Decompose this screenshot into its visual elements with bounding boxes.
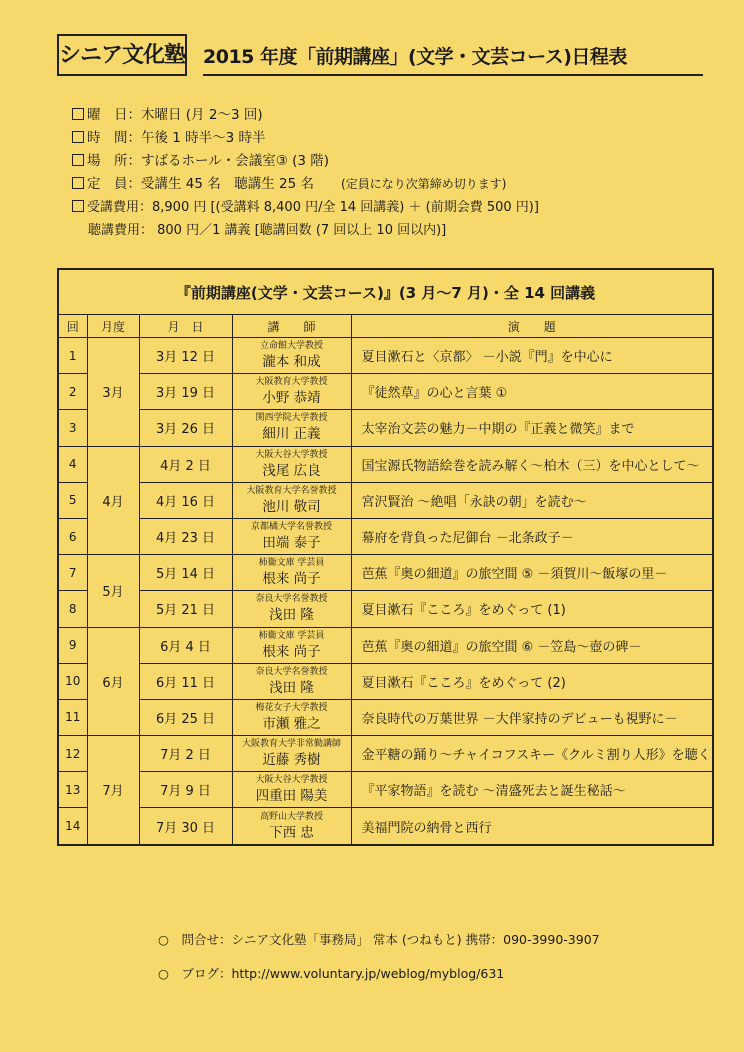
header-lecturer: 講 師: [232, 315, 351, 338]
info-time: 時 間：午後 1 時半～3 時半: [72, 127, 712, 150]
checkbox-icon: [72, 154, 84, 166]
info-list: [72, 104, 712, 242]
table-row: 11 6月 25 日 梅花女子大学教授 市瀬 雅之 奈良時代の万葉世界 －大伴家持のデビューも視野に－: [58, 699, 713, 735]
table-row: 4 4月 4月 2 日 大阪大谷大学教授 浅尾 広良 国宝源氏物語絵巻を読み解く～柏木（三）を中心として～: [58, 446, 713, 482]
checkbox-icon: [72, 177, 84, 189]
table-row: 8 5月 21 日 奈良大学名誉教授 浅田 隆 夏目漱石『こころ』をめぐって (1): [58, 591, 713, 627]
table-row: 7 5月 5月 14 日 柿衞文庫 学芸員 根来 尚子 芭蕉『奥の細道』の旅空間 ⑤ －須賀川～飯塚の里－: [58, 555, 713, 591]
info-fee-auditor: 聴講費用： 800 円／1 講義 [聴講回数 (7 回以上 10 回以内)]: [88, 223, 447, 238]
header-no: 回: [58, 315, 87, 338]
table-row: 12 7月 7月 2 日 大阪教育大学非常勤講師 近藤 秀樹 金平糖の踊り～チャイコフスキー《クルミ割り人形》を聴く: [58, 736, 713, 772]
month-cell: 6月: [87, 627, 139, 736]
header-month: 月度: [87, 315, 139, 338]
footer: [158, 928, 718, 996]
table-row: 9 6月 6月 4 日 柿衞文庫 学芸員 根来 尚子 芭蕉『奥の細道』の旅空間 ⑥ －笠島～壺の碑－: [58, 627, 713, 663]
circle-bullet-icon: ○: [158, 932, 169, 947]
checkbox-icon: [72, 200, 84, 212]
footer-contact: ○ 問合せ：シニア文化塾「事務局」 常本 (つねもと) 携帯：090-3990-3907: [158, 932, 600, 947]
header-topic: 演 題: [351, 315, 713, 338]
header-date: 月 日: [139, 315, 232, 338]
footer-blog: ○ ブログ：http://www.voluntary.jp/weblog/myblog/631: [158, 966, 505, 981]
info-capacity: 定 員：受講生 45 名 聴講生 25 名 (定員になり次第締め切ります): [72, 173, 712, 196]
checkbox-icon: [72, 108, 84, 120]
info-place: 場 所：すばるホール・会議室③ (3 階): [72, 150, 712, 173]
month-cell: 3月: [87, 338, 139, 447]
checkbox-icon: [72, 131, 84, 143]
info-day: 曜 日：木曜日 (月 2～3 回): [72, 104, 712, 127]
table-row: 5 4月 16 日 大阪教育大学名誉教授 池川 敬司 宮沢賢治 ～絶唱「永訣の朝」を読む～: [58, 482, 713, 518]
table-row: 13 7月 9 日 大阪大谷大学教授 四重田 陽美 『平家物語』を読む ～清盛死去と誕生秘話～: [58, 772, 713, 808]
circle-bullet-icon: ○: [158, 966, 169, 981]
logo: シニア文化塾: [57, 34, 187, 76]
table-row: 10 6月 11 日 奈良大学名誉教授 浅田 隆 夏目漱石『こころ』をめぐって (2): [58, 663, 713, 699]
table-row: 6 4月 23 日 京都橘大学名誉教授 田端 泰子 幕府を背負った尼御台 －北条政子－: [58, 518, 713, 554]
month-cell: 4月: [87, 446, 139, 555]
info-fee-student: 受講費用：8,900 円 [(受講料 8,400 円/全 14 回講義) ＋ (前期会費 500 円)]: [72, 196, 712, 219]
schedule-table: [57, 268, 714, 846]
page-title: 2015 年度「前期講座」(文学・文芸コース)日程表: [203, 40, 703, 76]
table-row: 2 3月 19 日 大阪教育大学教授 小野 恭靖 『徒然草』の心と言葉 ①: [58, 374, 713, 410]
month-cell: 5月: [87, 555, 139, 627]
month-cell: 7月: [87, 736, 139, 845]
table-row: 1 3月 3月 12 日 立命館大学教授 瀧本 和成 夏目漱石と〈京都〉 －小説『門』を中心に: [58, 338, 713, 374]
table-row: 14 7月 30 日 高野山大学教授 下西 忠 美福門院の納骨と西行: [58, 808, 713, 845]
table-caption: 『前期講座(文学・文芸コース)』(3 月～7 月)・全 14 回講義: [58, 269, 713, 315]
table-row: 3 3月 26 日 関西学院大学教授 細川 正義 太宰治文芸の魅力－中期の『正義と微笑』まで: [58, 410, 713, 446]
table-header: [58, 315, 713, 338]
